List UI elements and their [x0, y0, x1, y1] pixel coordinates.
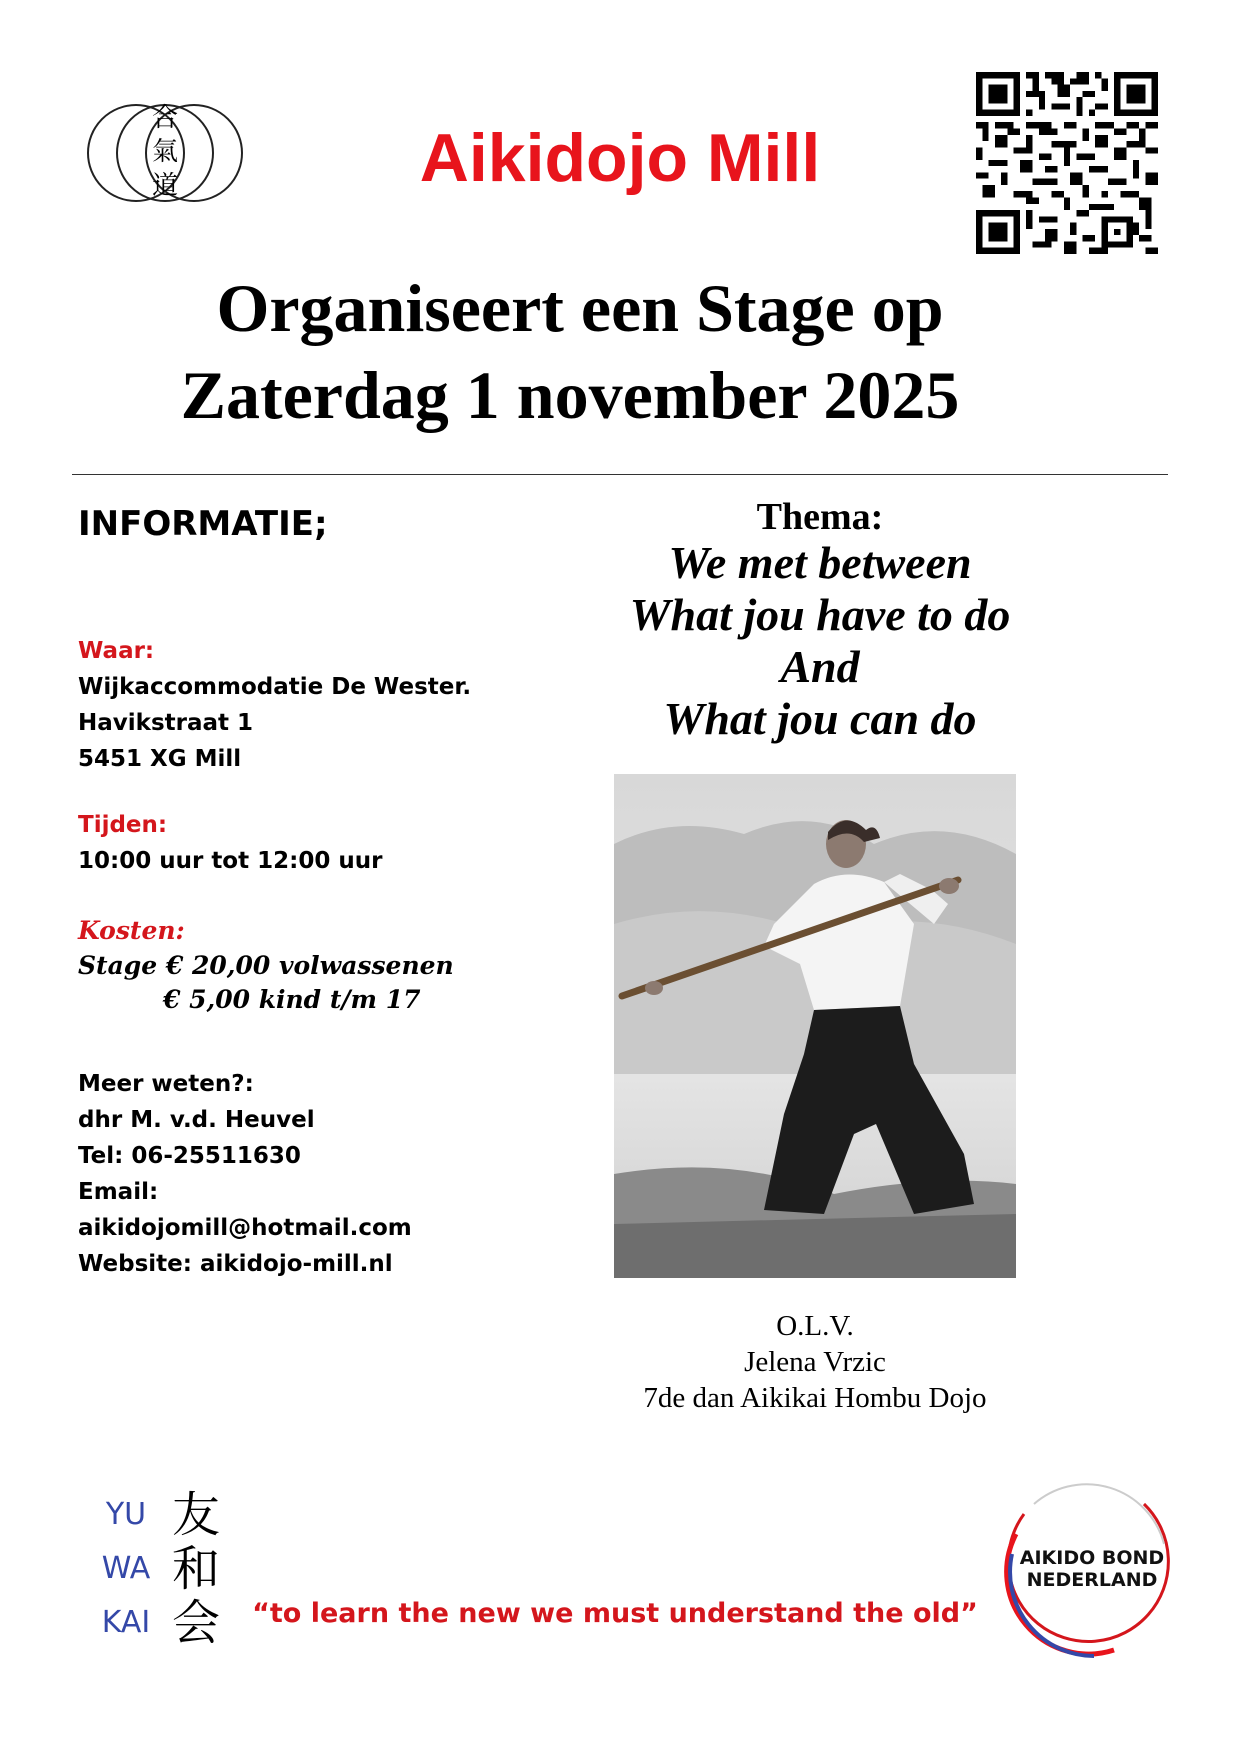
yuwakai-yu: YU	[105, 1497, 147, 1532]
aikido-dojo-logo	[86, 88, 244, 218]
address-venue: Wijkaccommodatie De Wester.	[78, 674, 472, 700]
contact-name: dhr M. v.d. Heuvel	[78, 1107, 315, 1133]
instructor-photo	[614, 774, 1016, 1278]
info-title: INFORMATIE;	[78, 504, 328, 544]
instructor-rank: 7de dan Aikikai Hombu Dojo	[643, 1382, 987, 1414]
yuwakai-kanji-kai: 会	[171, 1595, 220, 1651]
abn-logo-line-2: NEDERLAND	[1026, 1569, 1158, 1591]
address-street: Havikstraat 1	[78, 710, 254, 736]
instructor-olv: O.L.V.	[776, 1310, 854, 1342]
footer-quote: “to learn the new we must understand the old”	[252, 1598, 978, 1629]
logo-kanji-3: 道	[151, 171, 179, 201]
contact-email-label: Email:	[78, 1179, 159, 1205]
contact-email-link[interactable]: aikidojomill@hotmail.com	[78, 1215, 412, 1241]
theme-line-4: What jou can do	[663, 693, 977, 744]
logo-kanji-2: 氣	[151, 137, 179, 167]
kosten-label: Kosten:	[78, 916, 185, 945]
abn-logo-line-1: AIKIDO BOND	[1019, 1547, 1165, 1569]
qr-code[interactable]	[976, 72, 1158, 254]
cost-adult: Stage € 20,00 volwassenen	[78, 951, 454, 980]
yuwakai-kai: KAI	[101, 1605, 151, 1640]
dojo-title: Aikidojo Mill	[419, 120, 821, 196]
tijden-label: Tijden:	[78, 812, 168, 838]
headline-line-1: Organiseert een Stage op	[216, 270, 944, 346]
time-range: 10:00 uur tot 12:00 uur	[78, 848, 383, 874]
waar-label: Waar:	[78, 638, 155, 664]
theme-line-3: And	[780, 641, 860, 692]
logo-kanji-1: 合	[151, 103, 179, 133]
yuwakai-kanji-wa: 和	[171, 1541, 220, 1597]
section-divider	[72, 474, 1168, 475]
contact-website-link[interactable]: Website: aikidojo-mill.nl	[78, 1251, 393, 1277]
yuwakai-kanji-yu: 友	[171, 1487, 220, 1543]
thema-label: Thema:	[756, 496, 884, 538]
cost-child: € 5,00 kind t/m 17	[163, 985, 421, 1014]
address-postcode: 5451 XG Mill	[78, 746, 242, 772]
instructor-name: Jelena Vrzic	[744, 1346, 886, 1378]
headline-line-2: Zaterdag 1 november 2025	[180, 357, 960, 433]
yuwakai-wa: WA	[101, 1551, 151, 1586]
theme-line-2: What jou have to do	[629, 589, 1011, 640]
contact-heading: Meer weten?:	[78, 1071, 254, 1097]
aikido-bond-nederland-logo	[994, 1474, 1182, 1662]
theme-line-1: We met between	[668, 537, 972, 588]
contact-phone: Tel: 06-25511630	[78, 1143, 301, 1169]
